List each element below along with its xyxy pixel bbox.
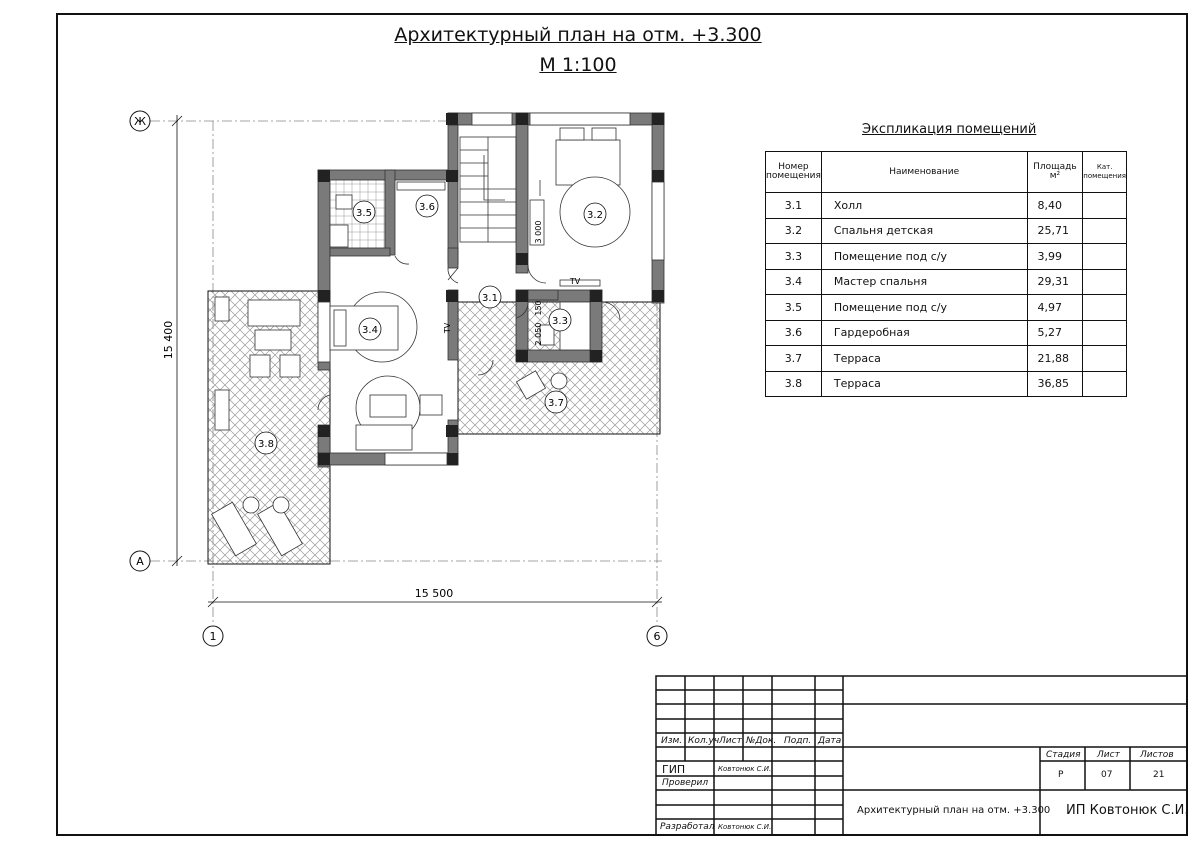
row-num: 3.2 [766,218,822,244]
inner-dim-3: 2 050 [534,322,543,346]
row-num: 3.6 [766,320,822,346]
axis-bottom-label: А [136,555,144,568]
row-name: Терраса [821,371,1027,397]
row-area: 8,40 [1027,193,1083,219]
tb-sheets-value: 21 [1153,770,1165,780]
tb-col-koluch: Кол.уч [688,736,720,746]
inner-dim-1: 3 000 [534,220,543,244]
inner-dim-2: 150 [534,300,543,316]
dim-horizontal-text: 15 500 [414,587,454,600]
explication-header [766,152,1127,193]
row-name: Помещение под с/у [821,295,1027,321]
tb-sheet-header: Лист [1097,750,1120,760]
row-num: 3.8 [766,371,822,397]
row-cat [1083,244,1127,270]
row-area: 4,97 [1027,295,1083,321]
table-row [766,320,1127,346]
row-area: 5,27 [1027,320,1083,346]
sheet-scale: М 1:100 [539,54,617,76]
axis-top-label: Ж [134,115,146,128]
tv-label-1: TV [569,277,581,286]
tb-name-developed: Ковтонюк С.И. [718,823,772,831]
row-cat [1083,269,1127,295]
table-row [766,371,1127,397]
row-area: 25,71 [1027,218,1083,244]
row-cat [1083,346,1127,372]
explication-table [765,151,1127,397]
tv-label-2: TV [443,322,452,334]
table-row [766,346,1127,372]
table-row [766,193,1127,219]
row-num: 3.5 [766,295,822,321]
tb-stage-value: Р [1058,770,1064,780]
tb-col-izm: Изм. [661,736,683,746]
room-3-6-label: 3.6 [419,202,435,213]
header-number: Номер помещения [766,152,822,193]
row-name: Терраса [821,346,1027,372]
row-area: 3,99 [1027,244,1083,270]
row-num: 3.7 [766,346,822,372]
room-3-2-label: 3.2 [587,210,603,221]
row-num: 3.1 [766,193,822,219]
table-row [766,218,1127,244]
axis-left-label: 1 [209,630,217,643]
tb-sheet-value: 07 [1101,770,1113,780]
tb-doc-title: Архитектурный план на отм. +3.300 [857,805,1051,816]
tb-col-list: Лист [719,736,742,746]
header-name: Наименование [821,152,1027,193]
tb-role-checked: Проверил [662,778,709,788]
row-name: Помещение под с/у [821,244,1027,270]
row-area: 36,85 [1027,371,1083,397]
room-3-5-label: 3.5 [356,208,372,219]
row-num: 3.4 [766,269,822,295]
tb-stage-header: Стадия [1046,750,1081,760]
room-3-4-label: 3.4 [362,325,378,336]
room-3-7-label: 3.7 [548,398,564,409]
row-name: Холл [821,193,1027,219]
header-area: Площадь м² [1027,152,1083,193]
header-category: Кат. помещения [1083,152,1127,193]
tb-role-developed: Разработал [660,822,715,832]
row-name: Спальня детская [821,218,1027,244]
table-row [766,269,1127,295]
tb-role-gip: ГИП [662,763,686,776]
tb-company: ИП Ковтонюк С.И. [1066,803,1189,818]
sheet-title: Архитектурный план на отм. +3.300 [394,24,762,46]
room-3-3-label: 3.3 [552,316,568,327]
row-cat [1083,295,1127,321]
row-name: Гардеробная [821,320,1027,346]
tb-sheets-header: Листов [1140,750,1174,760]
tb-col-doc: №Док. [746,736,777,746]
tb-col-sign: Подп. [784,736,812,746]
row-cat [1083,193,1127,219]
tb-name-gip: Ковтонюк С.И. [718,765,772,773]
room-3-8-label: 3.8 [258,439,274,450]
row-cat [1083,218,1127,244]
axis-right-label: 6 [653,630,661,643]
dim-vertical-text: 15 400 [162,320,175,360]
row-area: 29,31 [1027,269,1083,295]
explication-title: Экспликация помещений [862,122,1037,137]
row-name: Мастер спальня [821,269,1027,295]
table-row [766,295,1127,321]
row-num: 3.3 [766,244,822,270]
room-3-1-label: 3.1 [482,293,498,304]
staircase [460,137,516,242]
row-cat [1083,371,1127,397]
table-row [766,244,1127,270]
tb-col-date: Дата [818,736,842,746]
row-cat [1083,320,1127,346]
row-area: 21,88 [1027,346,1083,372]
